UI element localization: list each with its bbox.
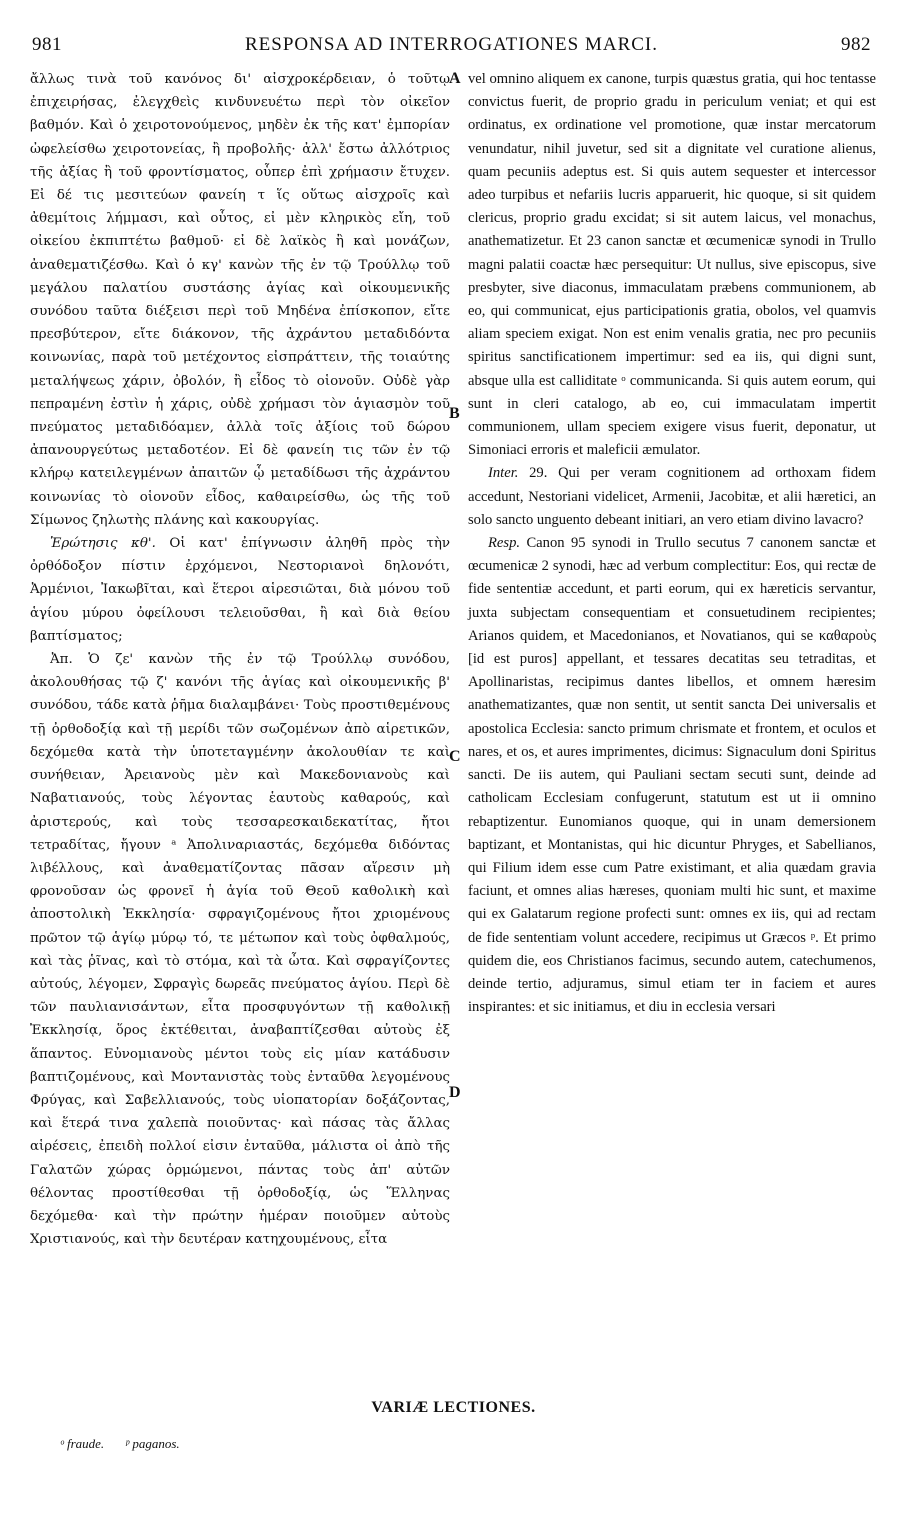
page-number-left: 981 xyxy=(32,34,62,55)
greek-answer-text: Ὁ ζε' κανὼν τῆς ἐν τῷ Τρούλλῳ συνόδου, ἀκολουθήσας τῷ ζ' κανόνι τῆς ἁγίας καὶ οἰκουμενικῆς β' συνόδου, τάδε κατὰ ῥῆμα διαλαμβάνει· Τοὺς προστιθεμένους τῇ ὀρθοδοξίᾳ καὶ τῇ μερίδι τῶν σωζομένων ἀπὸ αἱρετικῶν, δεχόμεθα κατὰ τὴν ὑποτεταγμένην ἀκολουθίαν τε καὶ συνήθειαν, Ἀρειανοὺς μὲν καὶ Μακεδονιανοὺς καὶ Ναβατιανούς, τοὺς λέγοντας ἑαυτοὺς καθαρούς, καὶ ἀριστερούς, καὶ τοὺς τεσσαρεσκαιδεκατίτας, ἤτοι τετραδίτας, ἤγουν ᵃ Ἀπολιναριαστάς, δεχόμεθα διδόντας λιβέλλους, καὶ ἀναθεματίζοντας πᾶσαν αἵρεσιν μὴ φρονοῦσαν ὡς φρονεῖ ἡ ἁγία τοῦ Θεοῦ καθολικὴ καὶ ἀποστολικὴ Ἐκκλησία· σφραγιζομένους ἤτοι χριομένους πρῶτον τῷ ἁγίῳ μύρῳ τό, τε μέτωπον καὶ τοὺς ὀφθαλμούς, καὶ τὰς ῥῖνας, καὶ τὸ στόμα, καὶ τὰ ὦτα. Καὶ σφραγίζοντες αὐτούς, λέγομεν, Σφραγὶς δωρεᾶς πνεύματος ἁγίου. Περὶ δὲ τῶν παυλιανισάντων, εἶτα προσφυγόντων τῇ καθολικῇ Ἐκκλησίᾳ, ὅρος ἐκτέθειται, ἀναβαπτίζεσθαι αὐτοὺς ἐξ ἅπαντος. Εὐνομιανοὺς μέντοι τοὺς εἰς μίαν κατάδυσιν βαπτιζομένους, καὶ Μοντανιστὰς τοὺς ἐνταῦθα λεγομένους Φρύγας, καὶ Σαβελλιανούς, τοὺς υἱοπατορίαν δοξάζοντας, καὶ ἕτερά τινα χαλεπὰ ποιοῦντας· καὶ πάσας τὰς ἄλλας αἱρέσεις, ἐπειδὴ πολλοί εἰσιν ἐνταῦθα, μάλιστα οἱ ἀπὸ τῆς Γαλατῶν χώρας ὁρμώμενοι, πάντας τοὺς ἀπ' αὐτῶν θέλοντας προστίθεσθαι τῇ ὀρθοδοξίᾳ, ὡς Ἕλληνας δεχόμεθα· καὶ τὴν πρώτην ἡμέραν ποιοῦμεν αὐτοὺς Χριστιανούς, καὶ τὴν δευτέραν κατηχουμένους, εἶτα xyxy=(30,652,450,1248)
margin-letter-c: C xyxy=(449,748,461,765)
greek-answer-label: Ἀπ. xyxy=(50,652,73,668)
latin-question-text: 29. Qui per veram cognitionem ad orthoxam fidem accedunt, Nestoriani videlicet, Armenii, Jacobitæ, et alii hæretici, an solo sancto unguento debeant initiari, an vero etiam divino lavacro? xyxy=(468,465,876,528)
margin-letter-d: D xyxy=(449,1084,461,1101)
running-title: RESPONSA AD INTERROGATIONES MARCI. xyxy=(245,34,658,55)
greek-column xyxy=(30,68,450,1251)
greek-answer xyxy=(30,648,450,1251)
latin-question xyxy=(468,462,876,532)
latin-paragraph-canon: vel omnino aliquem ex canone, turpis quæstus gratia, qui hoc tentasse convictus fuerit, de proprio gradu in periculum veniat; et qui est ordinatus, ex ordinatione vel promotione, quæ instar mercatorum venundatur, nihil juvetur, sed sit a dignitate vel curatione alienus, quam pecuniis adeptus est. Si quis autem sequester et intercessor adeo turpibus et nefariis lucris apparuerit, hic quoque, si sit quidem clericus, proprio gradu excidat; si sit autem laicus, vel monachus, anathematizetur. Et 23 canon sanctæ et œcumenicæ synodi in Trullo magni palatii coactæ hæc persequitur: Ut nullus, sive episcopus, sive presbyter, sive diaconus, immaculatam præbens communionem, ab eo, qui communicat, ejus participationis gratia, obolos, vel quamvis aliam speciem exigat. Non est enim venalis gratia, nec pro pecuniis spiritus sanctificationem impertimur: sed ea iis, qui digni sunt, absque ulla est calliditate ᵒ communicanda. Si quis autem eorum, qui sunt in cleri catalogo, ab eo, cui immaculatam impertit communionem, ullam speciem exigere visus fuerit, deponatur, ut Simoniaci erroris et maleficii æmulator. xyxy=(468,71,876,459)
latin-answer-text: Canon 95 synodi in Trullo secutus 7 canonem sanctæ et œcumenicæ 2 synodi, hæc ad verbum complectitur: Eos, qui rectæ de fide sententiæ accedunt, et parti eorum, qui ex hæreticis servantur, juxta subjectam consequentiam et consuetudinem recipientes; Arianos quidem, et Macedonianos, et Novatianos, qui se καθαροὺς [id est puros] appellant, et tessares decatitas seu tetraditas, et Apollinaristas, recipimus dantes libellos, et omnem hæresim anathematizantes, quæ non sentit, ut sentit sancta Dei universalis et apostolica Ecclesia: sancto primum chrismate et frontem, et oculos et nares, et os, et aures imprimentes, dicimus: Signaculum doni Spiritus sancti. De iis autem, qui Pauliani sectam secuti sunt, deinde ad catholicam Ecclesiam confugerunt, statutum est ut ii omnino rebaptizentur. Eunomianos quoque, qui in unam demersionem baptizant, et Montanistas, qui hic dicuntur Phryges, et Sabellianos, qui Filium idem esse cum Patre existimant, et alia quædam gravia faciunt, et omnes alias hæreses, quoniam multi hic sunt, et maxime qui ex Galatarum regione profecti sunt: omnes ex iis, qui ad rectam de fide sententiam volunt accedere, recipimus ut Græcos ᵖ. Et primo quidem die, eos Christianos facimus, secundo autem, catechumenos, deinde tertio, adjuramus, simul etiam ter in faciem et aures inspirantes: et sic initiamus, et diu in ecclesia versari xyxy=(468,535,876,1016)
greek-question-label: Ἐρώτησις κθ'. xyxy=(50,536,156,552)
margin-letter-b: B xyxy=(449,405,460,422)
page-number-right: 982 xyxy=(841,34,871,55)
variae-lectiones-notes xyxy=(60,1436,198,1452)
latin-question-label: Inter. xyxy=(488,465,519,482)
variant-note: ᵒ fraude. xyxy=(60,1436,105,1451)
page-header xyxy=(32,34,871,64)
latin-column xyxy=(468,68,876,1019)
margin-letter-a: A xyxy=(449,70,461,87)
latin-answer-label: Resp. xyxy=(488,535,521,552)
latin-answer xyxy=(468,532,876,1019)
greek-question xyxy=(30,532,450,648)
variant-note: ᵖ paganos. xyxy=(125,1436,180,1451)
greek-paragraph-canon: ἄλλως τινὰ τοῦ κανόνος δι' αἰσχροκέρδειαν, ὁ τοῦτῳ ἐπιχειρήσας, ἐλεγχθεὶς κινδυνευέτω περὶ τὸν οἰκεῖον βαθμόν. Καὶ ὁ χειροτονούμενος, μηδὲν ἐκ τῆς κατ' ἐμπορίαν ὠφελείσθω χειροτονείας, ἢ προβολῆς· ἀλλ' ἔστω ἀλλότριος τῆς ἀξίας ἢ τοῦ φροντίσματος, οὗπερ ἐπὶ χρήμασιν ἔτυχεν. Εἰ δέ τις μεσιτεύων φανείη τ ἵς οὕτως αἰσχροῖς καὶ ἀθεμίτοις λήμμασι, καὶ οὗτος, εἰ μὲν κληρικὸς εἴη, τοῦ οἰκείου ἐκπιπτέτω βαθμοῦ· εἰ δὲ λαϊκὸς ἢ καὶ μονάζων, ἀναθεματιζέσθω. Καὶ ὁ κγ' κανὼν τῆς ἐν τῷ Τρούλλῳ τοῦ μεγάλου παλατίου συστάσης ἁγίας καὶ οἰκουμενικῆς συνόδου ταῦτα διέξεισι περὶ τοῦ Μηδένα ἐπίσκοπον, εἴτε πρεσβύτερον, εἴτε διάκονον, τῆς ἀχράντου μεταδιδόντα κοινωνίας, παρὰ τοῦ μετέχοντος εἰσπράττειν, τῆς τοιαύτης μεταλήψεως χάριν, ὀβολόν, ἢ εἶδος τὸ οἱονοῦν. Οὐδὲ γὰρ πεπραμένη ἐστὶν ἡ χάρις, οὐδὲ χρήμασι τὸν ἁγιασμὸν τοῦ πνεύματος μεταδιδόαμεν, ἀλλὰ τοῖς ἀξίοις τοῦ δώρου ἀπανουργεύτως μεταδοτέον. Εἰ δὲ φανείη τις τῶν ἐν τῷ κλήρῳ κατειλεγμένων ἀπαιτῶν ᾧ μεταδίδωσι τῆς ἀχράντου κοινωνίας τὸ οἱονοῦν εἶδος, καθαιρείσθω, ὡς τῆς τοῦ Σίμωνος ζηλωτὴς πλάνης καὶ κακουργίας. xyxy=(30,72,450,528)
variae-lectiones-heading: VARIÆ LECTIONES. xyxy=(371,1399,536,1416)
greek-question-text: Οἱ κατ' ἐπίγνωσιν ἀληθῆ πρὸς τὴν ὀρθόδοξον πίστιν ἐρχόμενοι, Νεστοριανοὶ δηλονότι, Ἀρμένιοι, Ἰακωβῖται, καὶ ἕτεροι αἱρεσιῶται, διὰ μόνου τοῦ ἁγίου μύρου ὀφείλουσι τελειοῦσθαι, ἢ καὶ διὰ θείου βαπτίσματος; xyxy=(30,536,450,644)
